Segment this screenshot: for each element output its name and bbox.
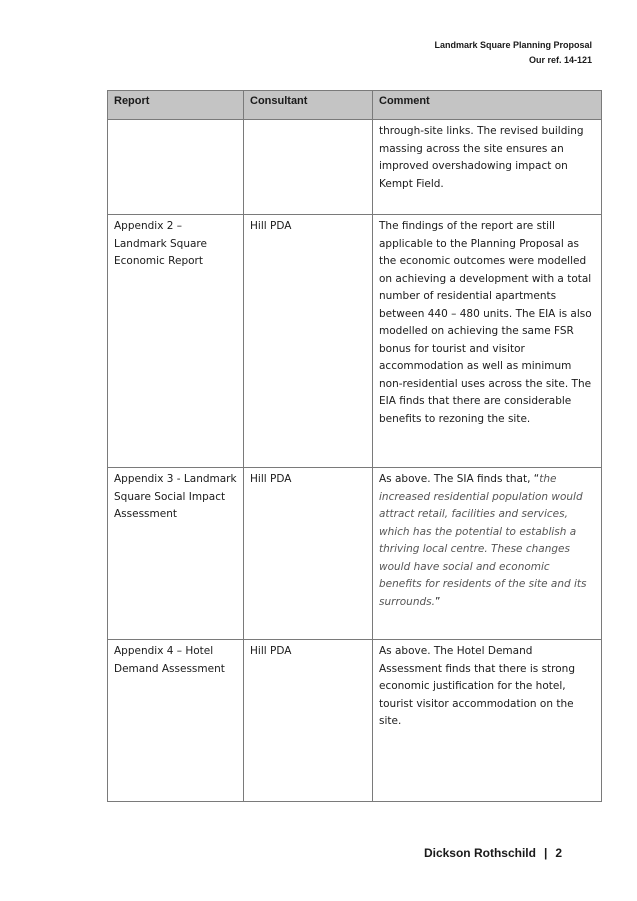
column-header-consultant: Consultant bbox=[244, 91, 373, 120]
table-header-row bbox=[108, 91, 602, 120]
comment-text: As above. The SIA finds that, “ bbox=[379, 473, 540, 485]
table-row bbox=[108, 215, 602, 468]
report-table bbox=[107, 90, 602, 802]
consultant-cell bbox=[244, 120, 373, 215]
comment-quote-close: ” bbox=[434, 595, 441, 608]
table-row bbox=[108, 468, 602, 640]
report-cell: Appendix 3 - Landmark Square Social Impact Assessment bbox=[108, 468, 244, 640]
report-cell: Appendix 4 – Hotel Demand Assessment bbox=[108, 640, 244, 802]
comment-cell: through-site links. The revised building massing across the site ensures an improved overshadowing impact on Kempt Field. bbox=[373, 120, 602, 215]
footer-separator: | bbox=[543, 846, 548, 860]
comment-cell bbox=[373, 468, 602, 640]
company-name: Dickson Rothschild bbox=[423, 846, 536, 860]
document-title: Landmark Square Planning Proposal bbox=[434, 40, 592, 50]
comment-cell: The findings of the report are still applicable to the Planning Proposal as the economic outcomes were modelled on achieving a development with a total number of residential apartments between 440 – 480 units. The EIA is also modelled on achieving the same FSR bonus for tourist and visitor accommodation as well as minimum non-residential uses across the site. The EIA finds that there are considerable benefits to rezoning the site. bbox=[373, 215, 602, 468]
consultant-cell: Hill PDA bbox=[244, 468, 373, 640]
page-header bbox=[434, 38, 592, 68]
table-row bbox=[108, 640, 602, 802]
document-reference: Our ref. 14-121 bbox=[528, 55, 592, 65]
page-number: 2 bbox=[555, 846, 562, 860]
comment-cell: As above. The Hotel Demand Assessment finds that there is strong economic justification for the hotel, tourist visitor accommodation on the site. bbox=[373, 640, 602, 802]
page-footer bbox=[424, 846, 562, 860]
consultant-cell: Hill PDA bbox=[244, 215, 373, 468]
report-cell: Appendix 2 – Landmark Square Economic Report bbox=[108, 215, 244, 468]
table-row bbox=[108, 120, 602, 215]
report-cell bbox=[108, 120, 244, 215]
column-header-report: Report bbox=[108, 91, 244, 120]
comment-quote: the increased residential population would attract retail, facilities and services, which has the potential to establish a thriving local centre. These changes would have social and economic benefits for residents of the site and its surrounds. bbox=[379, 473, 587, 608]
consultant-cell: Hill PDA bbox=[244, 640, 373, 802]
column-header-comment: Comment bbox=[373, 91, 602, 120]
